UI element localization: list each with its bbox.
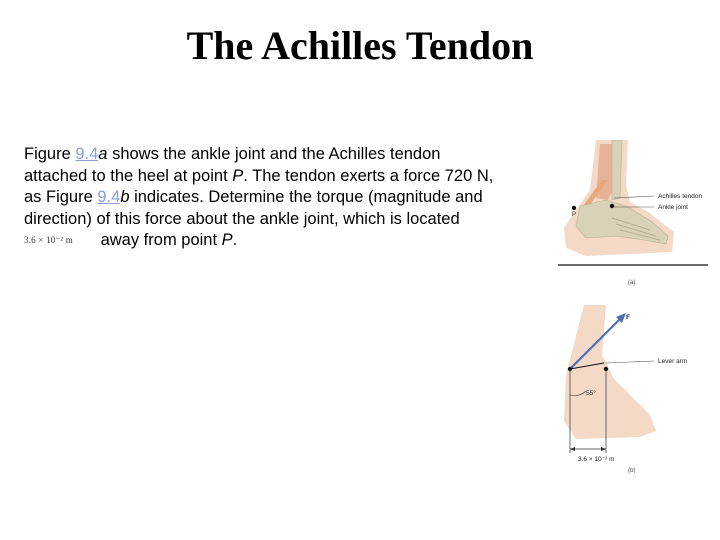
text-segment: away from point	[96, 231, 222, 250]
dimension-arrow-left	[570, 447, 575, 451]
point-p-dot	[572, 206, 576, 210]
figure-a-point-label: P	[572, 212, 577, 218]
text-segment: . The tendon exerts a force 720 N, as Figure	[24, 166, 494, 206]
distance-equation: 3.6 × 10⁻² m	[24, 235, 73, 245]
point-p-label: P	[221, 231, 233, 250]
angle-label: 55°	[586, 390, 596, 397]
text-segment: .	[232, 231, 238, 250]
dimension-arrow-right	[601, 447, 606, 451]
force-label: F	[626, 314, 630, 321]
foot-outline-shape	[564, 305, 656, 439]
tibia-bone-shape	[612, 140, 622, 200]
point-p-label: P	[232, 166, 244, 185]
figure-a-caption: (a)	[628, 280, 636, 286]
lever-leader-line	[606, 361, 654, 363]
figure-part-b: b	[120, 188, 130, 206]
slide-title: The Achilles Tendon	[186, 23, 534, 68]
problem-statement	[24, 144, 494, 252]
tendon-label: Achilles tendon	[658, 193, 703, 200]
figure-b-force-diagram	[556, 305, 716, 477]
lever-arm-label: Lever arm	[658, 358, 688, 365]
ground-line	[558, 264, 708, 266]
figure-b-caption: (b)	[628, 468, 636, 474]
text-segment: Figure	[24, 145, 76, 163]
text-segment: indicates. Determine the torque (magnitude and direction) of this force about the ankle joint, which is located	[24, 188, 483, 228]
figure-ref-a-link[interactable]: 9.4	[75, 145, 99, 163]
ankle-joint-dot	[610, 204, 614, 208]
figure-part-a: a	[98, 145, 108, 163]
text-segment: shows the ankle joint and the Achilles tendon attached to the heel at point	[24, 145, 441, 185]
figure-ref-b-link[interactable]: 9.4	[97, 188, 121, 206]
figure-a-ankle-anatomy	[556, 140, 716, 290]
ankle-joint-label: Ankle joint	[658, 204, 688, 211]
distance-label: 3.6 × 10⁻² m	[578, 456, 615, 463]
